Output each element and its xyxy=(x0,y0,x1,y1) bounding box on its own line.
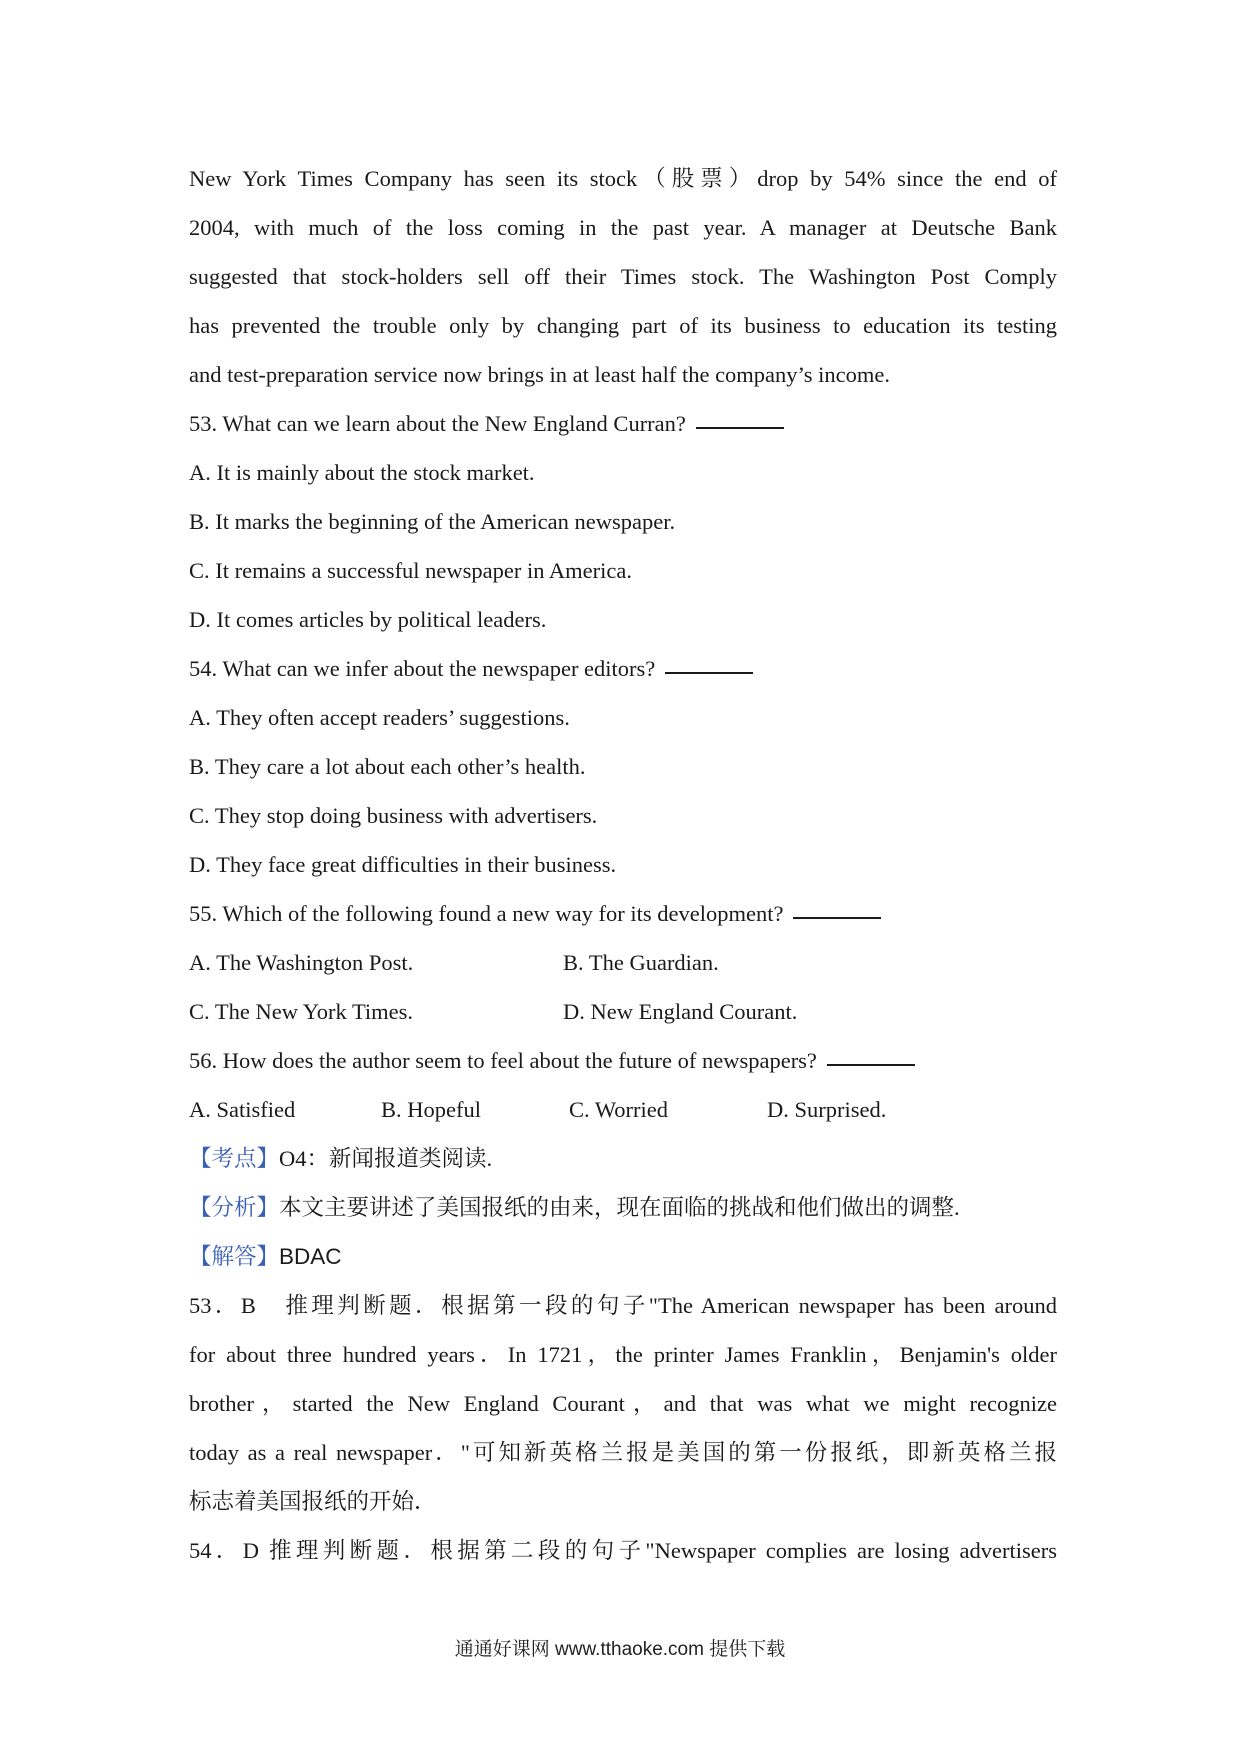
option: D. New England Courant. xyxy=(563,999,798,1024)
question-text: 53. What can we learn about the New England Curran? xyxy=(189,411,686,436)
option: B. They care a lot about each other’s health. xyxy=(189,754,586,779)
passage-line: 2004, with much of the loss coming in the past year. A manager at Deutsche Bank xyxy=(189,215,1057,240)
document-page xyxy=(189,154,1057,1575)
question-55 xyxy=(189,889,1057,938)
explanation-line: 标志着美国报纸的开始． xyxy=(189,1489,437,1514)
fenxi-text: 本文主要讲述了美国报纸的由来，现在面临的挑战和他们做出的调整. xyxy=(279,1195,960,1220)
option: C. It remains a successful newspaper in America. xyxy=(189,558,632,583)
explanation-line: brother，started the New England Courant，and that was what we might recognize xyxy=(189,1391,1057,1416)
answer-blank xyxy=(665,644,753,674)
option: A. They often accept readers’ suggestions. xyxy=(189,705,570,730)
question-54 xyxy=(189,644,1057,693)
passage-line: and test-preparation service now brings in at least half the company’s income. xyxy=(189,362,891,387)
option: D. It comes articles by political leaders. xyxy=(189,607,547,632)
kaodian-line xyxy=(189,1134,1057,1183)
option: D. Surprised. xyxy=(767,1097,887,1122)
option: C. They stop doing business with advertisers. xyxy=(189,803,598,828)
option-row xyxy=(189,938,1057,987)
jieda-text: BDAC xyxy=(279,1244,342,1269)
option: B. The Guardian. xyxy=(563,950,719,975)
question-text: 55. Which of the following found a new way for its development? xyxy=(189,901,784,926)
kaodian-tag: 【考点】 xyxy=(189,1146,280,1171)
option: B. It marks the beginning of the American newspaper. xyxy=(189,509,676,534)
explanation-line: for about three hundred years．In 1721，the printer James Franklin，Benjamin's older xyxy=(189,1342,1057,1367)
option-row xyxy=(189,1085,1057,1134)
passage-line: suggested that stock-holders sell off their Times stock. The Washington Post Comply xyxy=(189,264,1057,289)
answer-blank xyxy=(793,889,881,919)
fenxi-line xyxy=(189,1183,1057,1232)
option: A. It is mainly about the stock market. xyxy=(189,460,535,485)
question-53 xyxy=(189,399,1057,448)
option: D. They face great difficulties in their business. xyxy=(189,852,617,877)
jieda-tag: 【解答】 xyxy=(189,1244,280,1269)
passage-line: has prevented the trouble only by changing part of its business to education its testing xyxy=(189,313,1057,338)
question-56 xyxy=(189,1036,1057,1085)
fenxi-tag: 【分析】 xyxy=(189,1195,280,1220)
question-text: 54. What can we infer about the newspaper editors? xyxy=(189,656,656,681)
explanation-line: 53．B 推理判断题．根据第一段的句子"The American newspaper has been around xyxy=(189,1293,1057,1318)
answer-blank xyxy=(827,1036,915,1066)
option: C. Worried xyxy=(569,1097,669,1122)
option-row xyxy=(189,987,1057,1036)
explanation-line: today as a real newspaper．"可知新英格兰报是美国的第一份报纸，即新英格兰报 xyxy=(189,1440,1057,1465)
option: C. The New York Times. xyxy=(189,999,414,1024)
answer-blank xyxy=(696,399,784,429)
jieda-line xyxy=(189,1232,1057,1281)
explanation-line: 54．D 推理判断题．根据第二段的句子"Newspaper complies are losing advertisers xyxy=(189,1538,1057,1563)
page-footer: 通通好课网 www.tthaoke.com 提供下载 xyxy=(454,1639,786,1660)
option: B. Hopeful xyxy=(381,1097,481,1122)
option: A. Satisfied xyxy=(189,1097,296,1122)
passage-line: New York Times Company has seen its stock（股票）drop by 54% since the end of xyxy=(189,166,1057,191)
option: A. The Washington Post. xyxy=(189,950,414,975)
kaodian-text: O4：新闻报道类阅读. xyxy=(279,1146,493,1171)
question-text: 56. How does the author seem to feel about the future of newspapers? xyxy=(189,1048,817,1073)
